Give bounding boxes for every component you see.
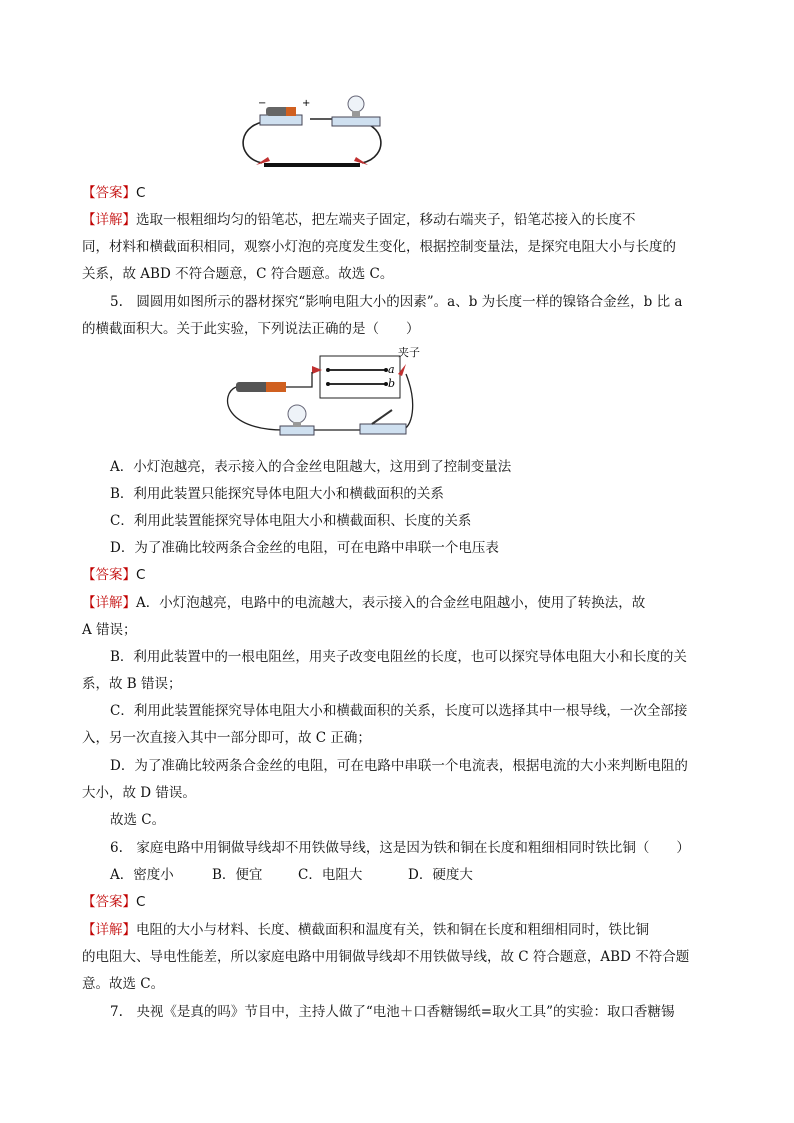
q6-option-b: B．便宜 [212,867,263,883]
q5-detail-line: 系，故 B 错误； [82,676,182,692]
q4-detail-line: 同，材料和横截面积相同，观察小灯泡的亮度发生变化，根据控制变量法，是探究电阻大小与长度的 [82,239,676,255]
q6-detail-line: 【详解】电阻的大小与材料、长度、横截面积和温度有关，铁和铜在长度和粗细相同时，铁比铜 [82,922,649,938]
clip-label: 夹子 [398,346,420,359]
q5-detail-line: 大小，故 D 错误。 [82,785,196,801]
q6-detail-line: 的电阻大、导电性能差，所以家庭电路中用铜做导线却不用铁做导线，故 C 符合题意，ABD 不符合题 [82,949,690,965]
q6-option-c: C．电阻大 [298,867,363,883]
q5-option-a: A．小灯泡越亮，表示接入的合金丝电阻越大，这用到了控制变量法 [110,459,512,475]
q5-option-d: D．为了准确比较两条合金丝的电阻，可在电路中串联一个电压表 [110,540,499,556]
battery-plus-sign: + [302,98,311,109]
q4-detail-line: 【详解】选取一根粗细均匀的铅笔芯，把左端夹子固定，移动右端夹子，铅笔芯接入的长度不 [82,212,636,228]
q6-stem: 6. 家庭电路中用铜做导线却不用铁做导线，这是因为铁和铜在长度和粗细相同时铁比铜（ ） [110,840,690,856]
q6-option-d: D．硬度大 [408,867,473,883]
q6-options [110,865,740,885]
answer-tag: 【答案】 [82,567,136,583]
q4-answer: 【答案】C [82,185,146,201]
q5-option-c: C．利用此装置能探究导体电阻大小和横截面积、长度的关系 [110,513,472,529]
detail-tag: 【详解】 [82,595,136,611]
q6-option-a: A．密度小 [110,867,174,883]
circuit-figure-resistance [222,344,422,444]
circuit-figure-pencil-lead [232,95,392,175]
q5-detail-line: D．为了准确比较两条合金丝的电阻，可在电路中串联一个电流表，根据电流的大小来判断电阻的 [110,758,688,774]
q5-conclusion: 故选 C。 [110,812,166,828]
q5-stem-line: 5. 圆圆用如图所示的器材探究“影响电阻大小的因素”。a、b 为长度一样的镍铬合金丝，b 比 a [110,294,683,310]
wire-b-label: b [388,377,396,390]
detail-tag: 【详解】 [82,922,136,938]
q5-stem-line: 的横截面积大。关于此实验，下列说法正确的是（ ） [82,321,420,337]
q6-detail-line: 意。故选 C。 [82,976,165,992]
q5-detail-line: A 错误； [82,622,137,638]
wire-a-label: a [388,363,395,376]
answer-tag: 【答案】 [82,185,136,201]
q6-answer: 【答案】C [82,894,146,910]
q5-detail-line: B．利用此装置中的一根电阻丝，用夹子改变电阻丝的长度，也可以探究导体电阻大小和长度的关 [110,649,687,665]
q4-detail-line: 关系，故 ABD 不符合题意，C 符合题意。故选 C。 [82,266,394,282]
q5-detail-line: C．利用此装置能探究导体电阻大小和横截面积的关系，长度可以选择其中一根导线，一次全部接 [110,703,688,719]
q7-stem: 7. 央视《是真的吗》节目中，主持人做了“电池＋口香糖锡纸=取火工具”的实验：取口香糖锡 [110,1004,675,1020]
battery-minus-sign: − [258,98,267,109]
detail-tag: 【详解】 [82,212,136,228]
answer-tag: 【答案】 [82,894,136,910]
q5-detail-line: 【详解】A．小灯泡越亮，电路中的电流越大，表示接入的合金丝电阻越小，使用了转换法，故 [82,595,646,611]
q5-answer: 【答案】C [82,567,146,583]
q5-option-b: B．利用此装置只能探究导体电阻大小和横截面积的关系 [110,486,444,502]
q5-detail-line: 入，另一次直接入其中一部分即可，故 C 正确； [82,730,371,746]
